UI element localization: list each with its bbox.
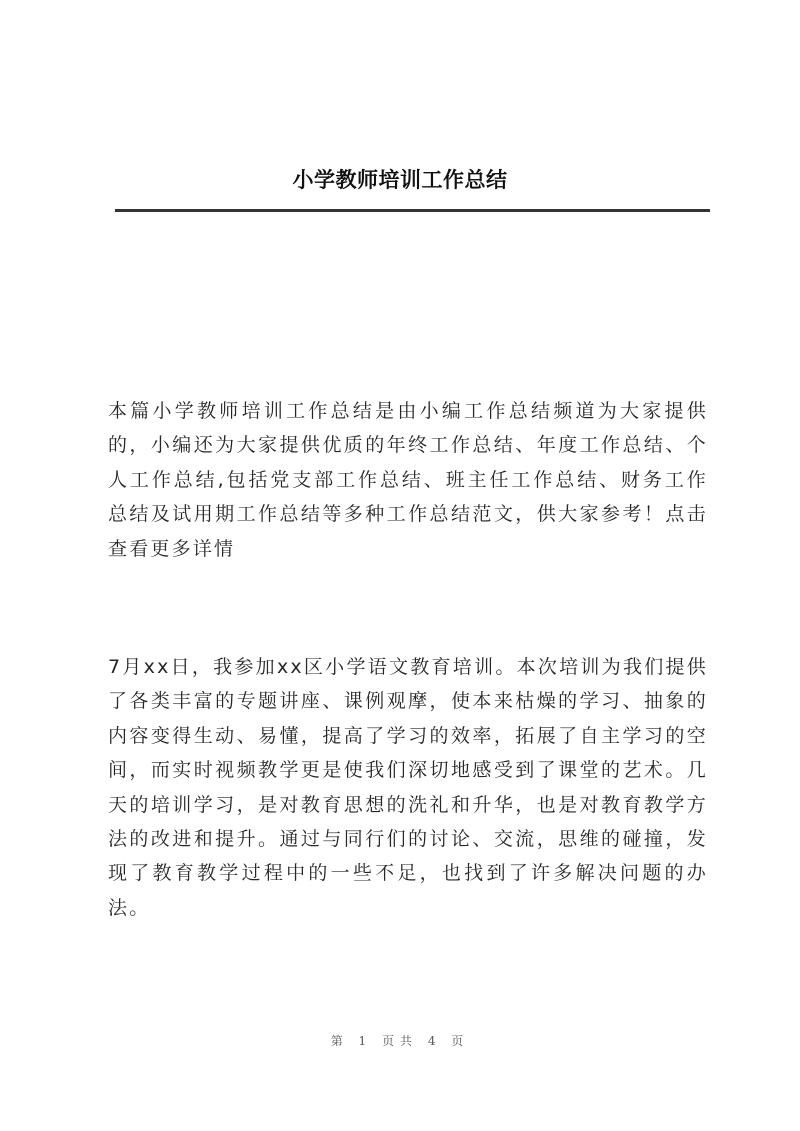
body-paragraph: 7月xx日，我参加xx区小学语文教育培训。本次培训为我们提供了各类丰富的专题讲座、课例观摩，使本来枯燥的学习、抽象的内容变得生动、易懂，提高了学习的效率，拓展了自主学习的空间，而实时视频教学更是使我们深切地感受到了课堂的艺术。几天的培训学习，是对教育思想的洗礼和升华，也是对教育教学方法的改进和提升。通过与同行们的讨论、交流，思维的碰撞，发现了教育教学过程中的一些不足，也找到了许多解决问题的办法。 [108,656,708,919]
title-underline [115,209,710,212]
document-title: 小学教师培训工作总结 [292,168,508,192]
intro-paragraph: 本篇小学教师培训工作总结是由小编工作总结频道为大家提供的，小编还为大家提供优质的年终工作总结、年度工作总结、个人工作总结,包括党支部工作总结、班主任工作总结、财务工作总结及试用期工作总结等多种工作总结范文，供大家参考！点击查看更多详情 [108,400,708,560]
page-number-footer: 第 1 页共 4 页 [330,1034,470,1048]
